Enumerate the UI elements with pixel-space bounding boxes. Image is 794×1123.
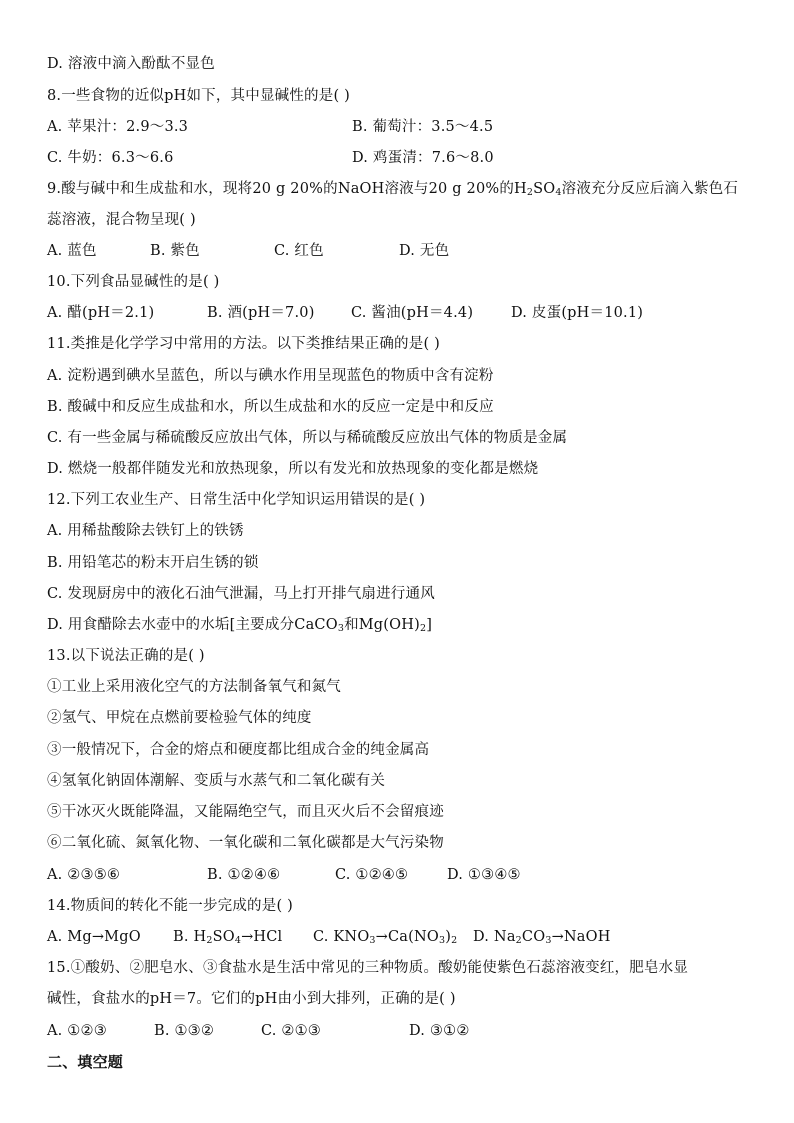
question-10: 10.下列食品显碱性的是( )	[47, 274, 220, 290]
q11-option-d: D. 燃烧一般都伴随发光和放热现象，所以有发光和放热现象的变化都是燃烧	[47, 461, 539, 477]
q13-statement-2: ②氢气、甲烷在点燃前要检验气体的纯度	[47, 710, 312, 726]
q9-text-a: 9.酸与碱中和生成盐和水，现将20 g 20%的NaOH溶液与20 g 20%的H	[47, 181, 527, 197]
q14b-text-b: SO	[212, 929, 235, 945]
q14c-text-b: →Ca(NO	[375, 929, 439, 945]
q9-option-b: B. 紫色	[150, 243, 200, 259]
q14b-text-a: B. H	[173, 929, 207, 945]
q13-statement-3: ③一般情况下，合金的熔点和硬度都比组成合金的纯金属高	[47, 742, 430, 758]
q15-option-a: A. ①②③	[47, 1023, 107, 1039]
q9-text-b: SO	[533, 181, 556, 197]
q10-option-a: A. 醋(pH＝2.1)	[47, 305, 155, 321]
q14d-sub2: 3	[545, 935, 552, 946]
q12d-text-c: ]	[426, 617, 433, 633]
q8-options-row1	[47, 117, 747, 137]
q8-option-a: A. 苹果汁：2.9～3.3	[47, 119, 189, 135]
q9-option-a: A. 蓝色	[47, 243, 97, 259]
q8-option-c: C. 牛奶：6.3～6.6	[47, 150, 174, 166]
q14-options	[47, 927, 747, 947]
q14-option-b	[173, 927, 282, 947]
q9-options	[47, 241, 747, 261]
question-12: 12.下列工农业生产、日常生活中化学知识运用错误的是( )	[47, 492, 426, 508]
q9-option-d: D. 无色	[399, 243, 450, 259]
q14-option-a: A. Mg→MgO	[47, 929, 141, 945]
q14-option-c	[313, 927, 457, 947]
q15-option-c: C. ②①③	[261, 1023, 321, 1039]
question-13: 13.以下说法正确的是( )	[47, 648, 205, 664]
q10-options	[47, 303, 747, 323]
q10-option-c: C. 酱油(pH＝4.4)	[351, 305, 474, 321]
q15-option-b: B. ①③②	[154, 1023, 215, 1039]
q8-option-d: D. 鸡蛋清：7.6～8.0	[352, 150, 494, 166]
q12d-sub2: 2	[419, 623, 427, 634]
q8-option-b: B. 葡萄汁：3.5～4.5	[352, 119, 494, 135]
q13-options	[47, 865, 747, 885]
q15-options	[47, 1021, 747, 1041]
question-9-line2: 蕊溶液，混合物呈现( )	[47, 212, 196, 228]
question-8: 8.一些食物的近似pH如下，其中显碱性的是( )	[47, 88, 350, 104]
q14d-sub: 2	[515, 935, 522, 946]
q12-option-a: A. 用稀盐酸除去铁钉上的铁锈	[47, 523, 244, 539]
q13-option-c: C. ①②④⑤	[335, 867, 409, 883]
q12-option-c: C. 发现厨房中的液化石油气泄漏，马上打开排气扇进行通风	[47, 586, 435, 602]
q13-option-d: D. ①③④⑤	[447, 867, 521, 883]
q10-option-d: D. 皮蛋(pH＝10.1)	[511, 305, 644, 321]
q11-option-c: C. 有一些金属与稀硫酸反应放出气体，所以与稀硫酸反应放出气体的物质是金属	[47, 430, 568, 446]
q14c-sub2: 3	[438, 935, 446, 946]
question-14: 14.物质间的转化不能一步完成的是( )	[47, 898, 293, 914]
q14c-sub: 3	[369, 935, 376, 946]
q14c-text-c: )	[445, 929, 452, 945]
q12-option-b: B. 用铅笔芯的粉末开启生锈的锁	[47, 555, 259, 571]
q15-option-d: D. ③①②	[409, 1023, 470, 1039]
q12-option-d	[47, 615, 432, 635]
q14d-text-c: →NaOH	[551, 929, 611, 945]
question-15-line2: 碱性，食盐水的pH＝7。它们的pH由小到大排列，正确的是( )	[47, 991, 456, 1007]
q13-statement-4: ④氢氧化钠固体潮解、变质与水蒸气和二氧化碳有关	[47, 773, 386, 789]
q14b-sub: 2	[206, 935, 213, 946]
question-9-line1	[47, 179, 738, 199]
q14c-sub3: 2	[451, 935, 458, 946]
q14b-text-c: →HCl	[241, 929, 283, 945]
q14d-text-b: CO	[521, 929, 546, 945]
q9-option-c: C. 红色	[274, 243, 324, 259]
question-11: 11.类推是化学学习中常用的方法。以下类推结果正确的是( )	[47, 336, 440, 352]
section-heading: 二、填空题	[47, 1053, 124, 1071]
q12d-sub: 3	[337, 623, 345, 634]
q11-option-a: A. 淀粉遇到碘水呈蓝色，所以与碘水作用呈现蓝色的物质中含有淀粉	[47, 368, 494, 384]
q13-statement-5: ⑤干冰灭火既能降温，又能隔绝空气，而且灭火后不会留痕迹	[47, 804, 444, 820]
q11-option-b: B. 酸碱中和反应生成盐和水，所以生成盐和水的反应一定是中和反应	[47, 399, 494, 415]
q14d-text-a: D. Na	[473, 929, 516, 945]
q9-text-c: 溶液充分反应后滴入紫色石	[561, 181, 739, 197]
q9-sub2: 4	[555, 187, 562, 198]
q10-option-b: B. 酒(pH＝7.0)	[207, 305, 315, 321]
question-15-line1: 15.①酸奶、②肥皂水、③食盐水是生活中常见的三种物质。酸奶能使紫色石蕊溶液变红，肥皂水显	[47, 960, 689, 976]
q9-sub: 2	[526, 187, 534, 198]
q13-option-a: A. ②③⑤⑥	[47, 867, 121, 883]
q7-option-d: D. 溶液中滴入酚酞不显色	[47, 56, 215, 72]
q12d-text-a: D. 用食醋除去水壶中的水垢[主要成分CaCO	[47, 617, 338, 633]
q12d-text-b: 和Mg(OH)	[344, 617, 420, 633]
q13-statement-1: ①工业上采用液化空气的方法制备氧气和氮气	[47, 679, 341, 695]
q8-options-row2	[47, 148, 747, 168]
q13-option-b: B. ①②④⑥	[207, 867, 281, 883]
q14-option-d	[473, 927, 611, 947]
q13-statement-6: ⑥二氧化硫、氮氧化物、一氧化碳和二氧化碳都是大气污染物	[47, 835, 444, 851]
q14c-text-a: C. KNO	[313, 929, 370, 945]
q14b-sub2: 4	[234, 935, 242, 946]
